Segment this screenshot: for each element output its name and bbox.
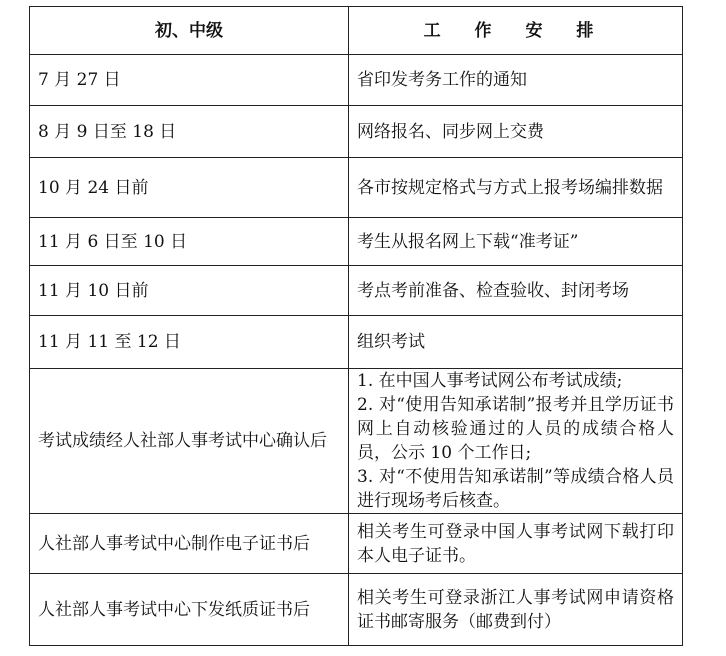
task-item: 2. 对“使用告知承诺制”报考并且学历证书网上自动核验通过的人员的成绩合格人员，公示 10 个工作日; bbox=[357, 395, 674, 463]
row-task: 考生从报名网上下载“准考证” bbox=[349, 218, 683, 266]
row-date: 11 月 10 日前 bbox=[30, 266, 349, 316]
row-task: 相关考生可登录中国人事考试网下载打印本人电子证书。 bbox=[349, 514, 683, 574]
row-date: 11 月 11 至 12 日 bbox=[30, 316, 349, 369]
row-date: 10 月 24 日前 bbox=[30, 158, 349, 218]
row-date: 人社部人事考试中心下发纸质证书后 bbox=[30, 574, 349, 646]
row-task: 各市按规定格式与方式上报考场编排数据 bbox=[349, 158, 683, 218]
row-task: 组织考试 bbox=[349, 316, 683, 369]
row-task-list bbox=[349, 369, 683, 514]
row-date: 8 月 9 日至 18 日 bbox=[30, 106, 349, 158]
table-row bbox=[30, 574, 683, 646]
table-row bbox=[30, 369, 683, 514]
table-row bbox=[30, 106, 683, 158]
task-item: 1. 在中国人事考试网公布考试成绩; bbox=[357, 371, 623, 391]
header-level: 初、中级 bbox=[30, 7, 349, 55]
exam-schedule-table bbox=[29, 6, 683, 646]
row-date: 人社部人事考试中心制作电子证书后 bbox=[30, 514, 349, 574]
row-date: 11 月 6 日至 10 日 bbox=[30, 218, 349, 266]
row-task: 考点考前准备、检查验收、封闭考场 bbox=[349, 266, 683, 316]
table-row bbox=[30, 55, 683, 106]
table-row bbox=[30, 266, 683, 316]
table-row bbox=[30, 316, 683, 369]
row-task: 省印发考务工作的通知 bbox=[349, 55, 683, 106]
row-date: 考试成绩经人社部人事考试中心确认后 bbox=[30, 369, 349, 514]
row-task: 网络报名、同步网上交费 bbox=[349, 106, 683, 158]
table-row bbox=[30, 514, 683, 574]
task-item: 3. 对“不使用告知承诺制”等成绩合格人员进行现场考后核查。 bbox=[357, 467, 674, 511]
table-row bbox=[30, 158, 683, 218]
table-row bbox=[30, 218, 683, 266]
row-task: 相关考生可登录浙江人事考试网申请资格证书邮寄服务（邮费到付） bbox=[349, 574, 683, 646]
table-header-row bbox=[30, 7, 683, 55]
header-work: 工 作 安 排 bbox=[349, 7, 683, 55]
row-date: 7 月 27 日 bbox=[30, 55, 349, 106]
